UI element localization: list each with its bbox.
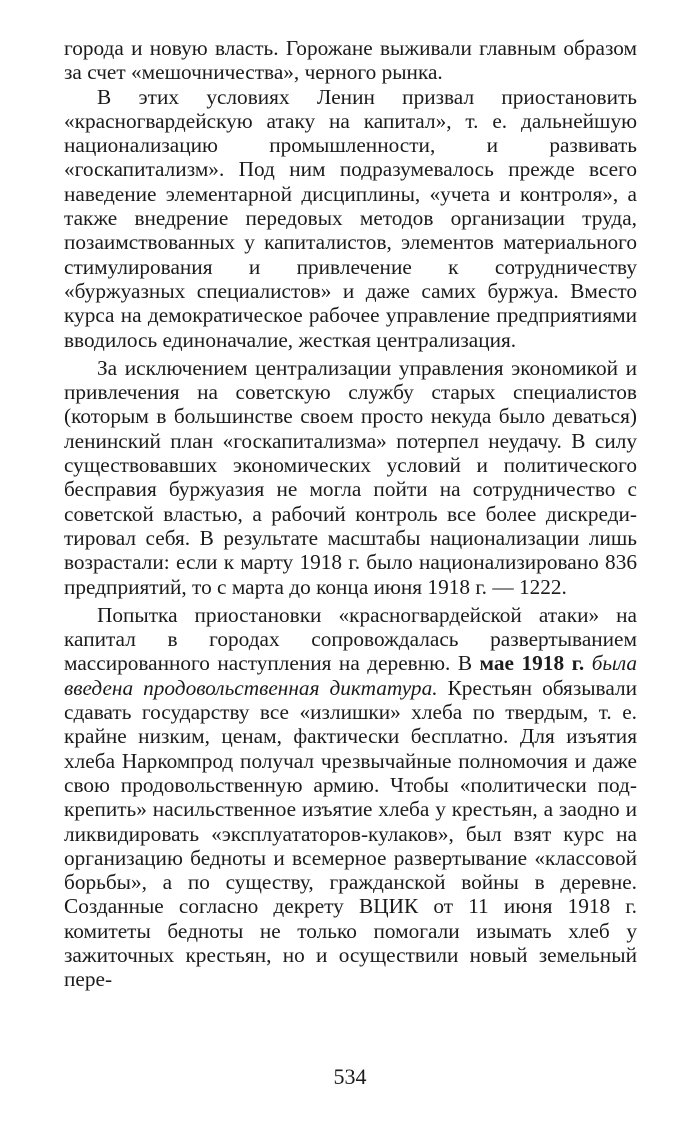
- paragraph-3: [64, 356, 637, 599]
- italic-emphasis: была введена продовольственная диктатура.: [64, 651, 638, 700]
- paragraph-4-space: [584, 651, 592, 675]
- paragraph-4: [64, 603, 637, 992]
- paragraph-4-text-end: Крестьян обязывали сдавать государству все «излишки» хлеба по твердым, т. е. крайне низким, ценам, фактически бесплатно. Для изъятия хлеба Наркомпрод получал чрезвычайные полномочия и даже свою продовольственную армию. Чтобы «политически подкрепить» насильственное изъятие хлеба у крестьян, а заодно и ликвидировать «эксплуататоров-кулаков», был взят курс на организацию бедноты и всемерное развертывание «классовой борьбы», а по существу, гражданской войны в деревне. Созданные согласно декрету ВЦИК от 11 июня 1918 г. комитеты бедноты не только помогали изымать хлеб у зажиточных крестьян, но и осуществили новый земельный пере-: [64, 675, 637, 992]
- page-number: 534: [333, 1064, 367, 1089]
- paragraph-3-text: За исключением централизации управления экономикой и привлечения на советскую службу старых специалистов (которым в большинстве своем просто некуда было деваться) ленинский план «госкапитализма» потерпел неудачу. В силу существовавших экономических условий и политического бесправия буржуазия не могла пойти на сотрудничество с советской властью, а рабочий контроль все более дискредитировал себя. В результате масштабы национализации лишь возрастали: если к марту 1918 г. было национализировано 836 предприятий, то с марта до конца июня 1918 г. — 1222.: [64, 355, 637, 599]
- paragraph-1: [64, 36, 637, 85]
- paragraph-2: [64, 85, 637, 352]
- paragraph-4-text-start: Попытка приостановки «красногвардейской атаки» на капитал в городах сопровождалась развертыванием массированного наступления на деревню. В: [64, 602, 637, 676]
- page-body: [64, 36, 637, 992]
- date-emphasis: мае 1918 г.: [479, 651, 585, 676]
- paragraph-2-text: В этих условиях Ленин призвал приостановить «красногвардейскую атаку на капитал», т. е. дальнейшую национализацию промышленности, и развивать «госкапитализм». Под ним подразумевалось прежде всего наведение элементарной дисциплины, «учета и контроля», а также внедрение передовых методов организации труда, позаимствованных у капиталистов, элементов материального стимулирования и привлечение к сотрудничеству «буржуазных специалистов» и даже самих буржуа. Вместо курса на демократическое рабочее управление предприятиями вводилось единоначалие, жесткая централизация.: [64, 84, 637, 352]
- paragraph-1-text: города и новую власть. Горожане выживали главным образом за счет «мешочничества», черного рынка.: [64, 36, 637, 85]
